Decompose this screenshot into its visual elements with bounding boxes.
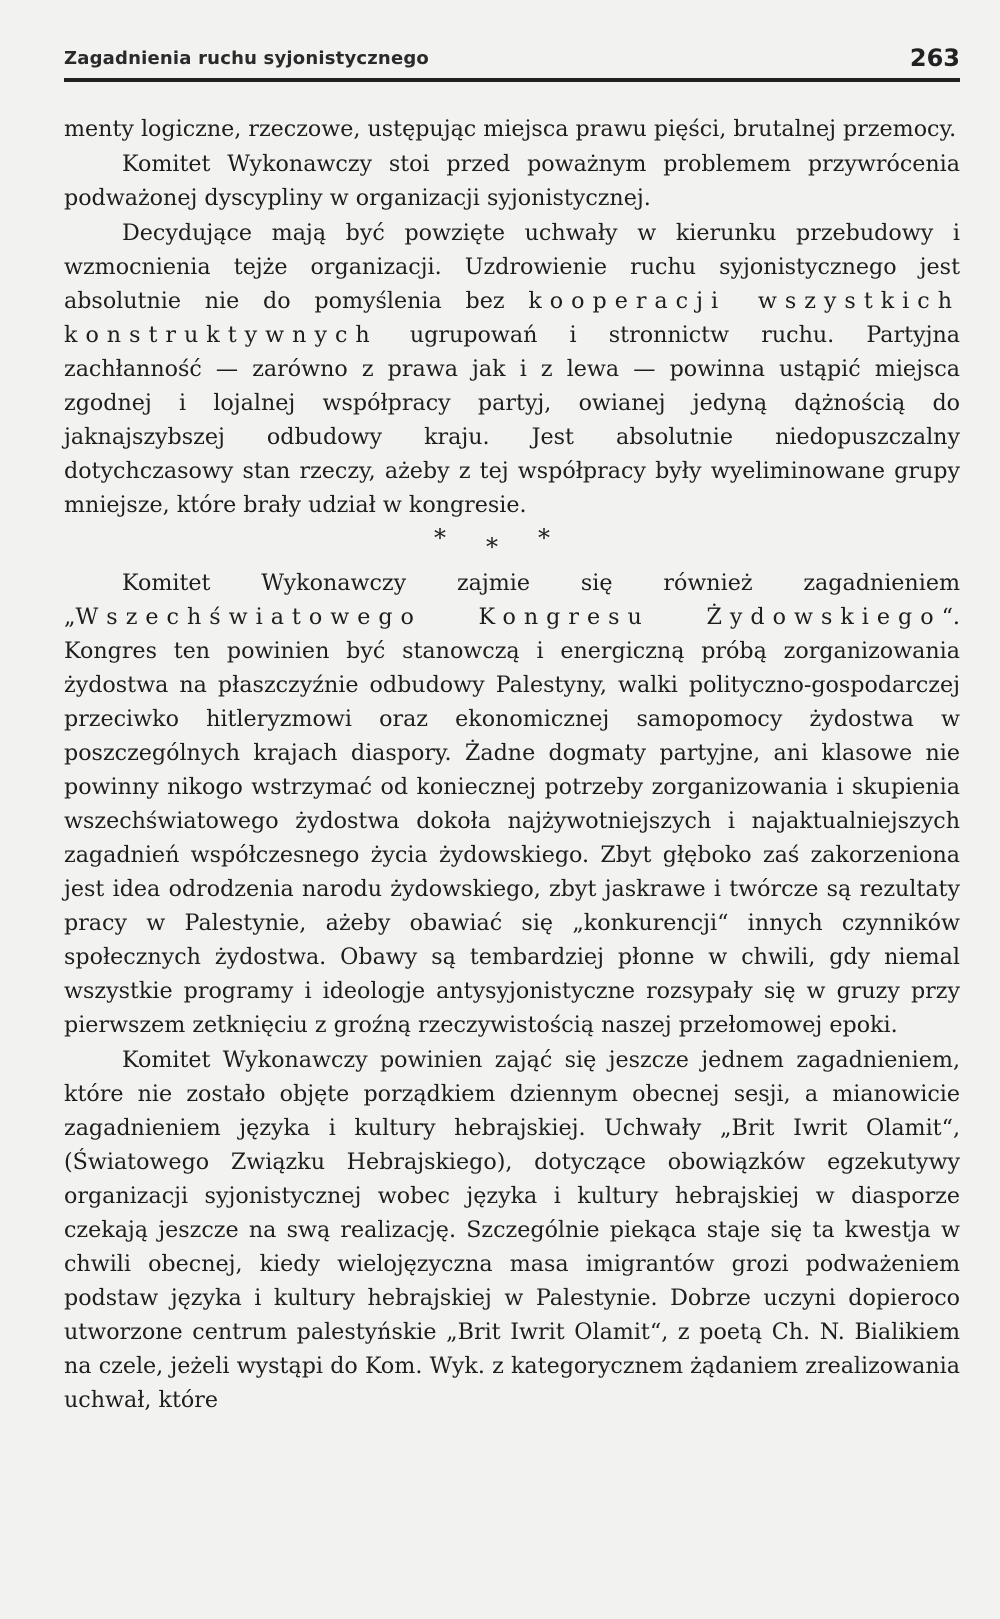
page-number: 263 [909,44,960,72]
paragraph-3 [64,216,960,522]
page-text [64,112,960,1418]
separator-star-middle: * [486,533,538,561]
paragraph-3-text-b: ugrupowań i stronnictw ruchu. Partyjna zachłanność — zarówno z prawa jak i z lewa — powinna ustąpić miejsca zgodnej i lojalnej współpracy partyj, owianej jedyną dążnością do jaknajszybszej odbudowy kraju. Jest absolutnie niedopuszczalny dotychczasowy stan rzeczy, ażeby z tej współpracy były wyeliminowane grupy mniejsze, które brały udział w kongresie. [64,322,960,518]
paragraph-5: Komitet Wykonawczy powinien zająć się jeszcze jednem zagadnieniem, które nie zostało objęte porządkiem dziennym obecnej sesji, a mianowicie zagadnieniem języka i kultury hebrajskiej. Uchwały „Brit Iwrit Olamit“, (Światowego Związku Hebrajskiego), dotyczące obowiązków egzekutywy organizacji syjonistycznej wobec języka i kultury hebrajskiej w diasporze czekają jeszcze na swą realizację. Szczególnie piekąca staje się ta kwestja w chwili obecnej, kiedy wielojęzyczna masa imigrantów grozi podważeniem podstaw języka i kultury hebrajskiej w Palestynie. Dobrze uczyni dopieroco utworzone centrum palestyńskie „Brit Iwrit Olamit“, z poetą Ch. N. Bialikiem na czele, jeżeli wystąpi do Kom. Wyk. z kategorycznem żądaniem zrealizowania uchwał, które [64,1047,960,1413]
paragraph-1: menty logiczne, rzeczowe, ustępując miejsca prawu pięści, brutalnej przemocy. [64,116,957,142]
separator-star-right: * [538,524,590,552]
section-separator [64,524,960,561]
running-title: Zagadnienia ruchu syjonistycznego [64,48,430,69]
paragraph-2: Komitet Wykonawczy stoi przed poważnym problemem przywrócenia podważonej dyscypliny w organizacji syjonistycznej. [64,151,960,211]
header-rule [64,78,960,82]
paragraph-4-text-b: “. Kongres ten powinien być stanowczą i energiczną próbą zorganizowania żydostwa na płaszczyźnie odbudowy Palestyny, walki polityczno-gospodarczej przeciwko hitleryzmowi oraz ekonomicznej samopomocy żydostwa w poszczególnych krajach diaspory. Żadne dogmaty partyjne, ani klasowe nie powinny nikogo wstrzymać od koniecznej potrzeby zorganizowania i skupienia wszechświatowego żydostwa dokoła najżywotniejszych i najaktualniejszych zagadnień współczesnego życia żydowskiego. Zbyt głęboko zaś zakorzeniona jest idea odrodzenia narodu żydowskiego, zbyt jaskrawe i twórcze są rezultaty pracy w Palestynie, ażeby obawiać się „konkurencji“ innych czynników społecznych żydostwa. Obawy są tembardziej płonne w chwili, gdy niemal wszystkie programy i ideologje antysyjonistyczne rozsypały się w gruzy przy pierwszem zetknięciu z groźną rzeczywistością naszej przełomowej epoki. [64,604,960,1038]
running-head [64,42,960,82]
paragraph-4-emphasis: Wszechświatowego Kongresu Żydowskiego [75,604,942,630]
paragraph-3-text-a: Decydujące mają być powzięte uchwały w kierunku przebudowy i wzmocnienia tejże organizacji. Uzdrowienie ruchu syjonistycznego jest absolutnie nie do pomyślenia bez [64,220,960,314]
separator-star-left: * [434,524,486,552]
paragraph-4 [64,566,960,1042]
paragraph-3-emphasis: kooperacji wszystkich konstruktywnych [64,288,960,348]
paragraph-4-text-a: Komitet Wykonawczy zajmie się również zagadnieniem „ [64,570,960,630]
